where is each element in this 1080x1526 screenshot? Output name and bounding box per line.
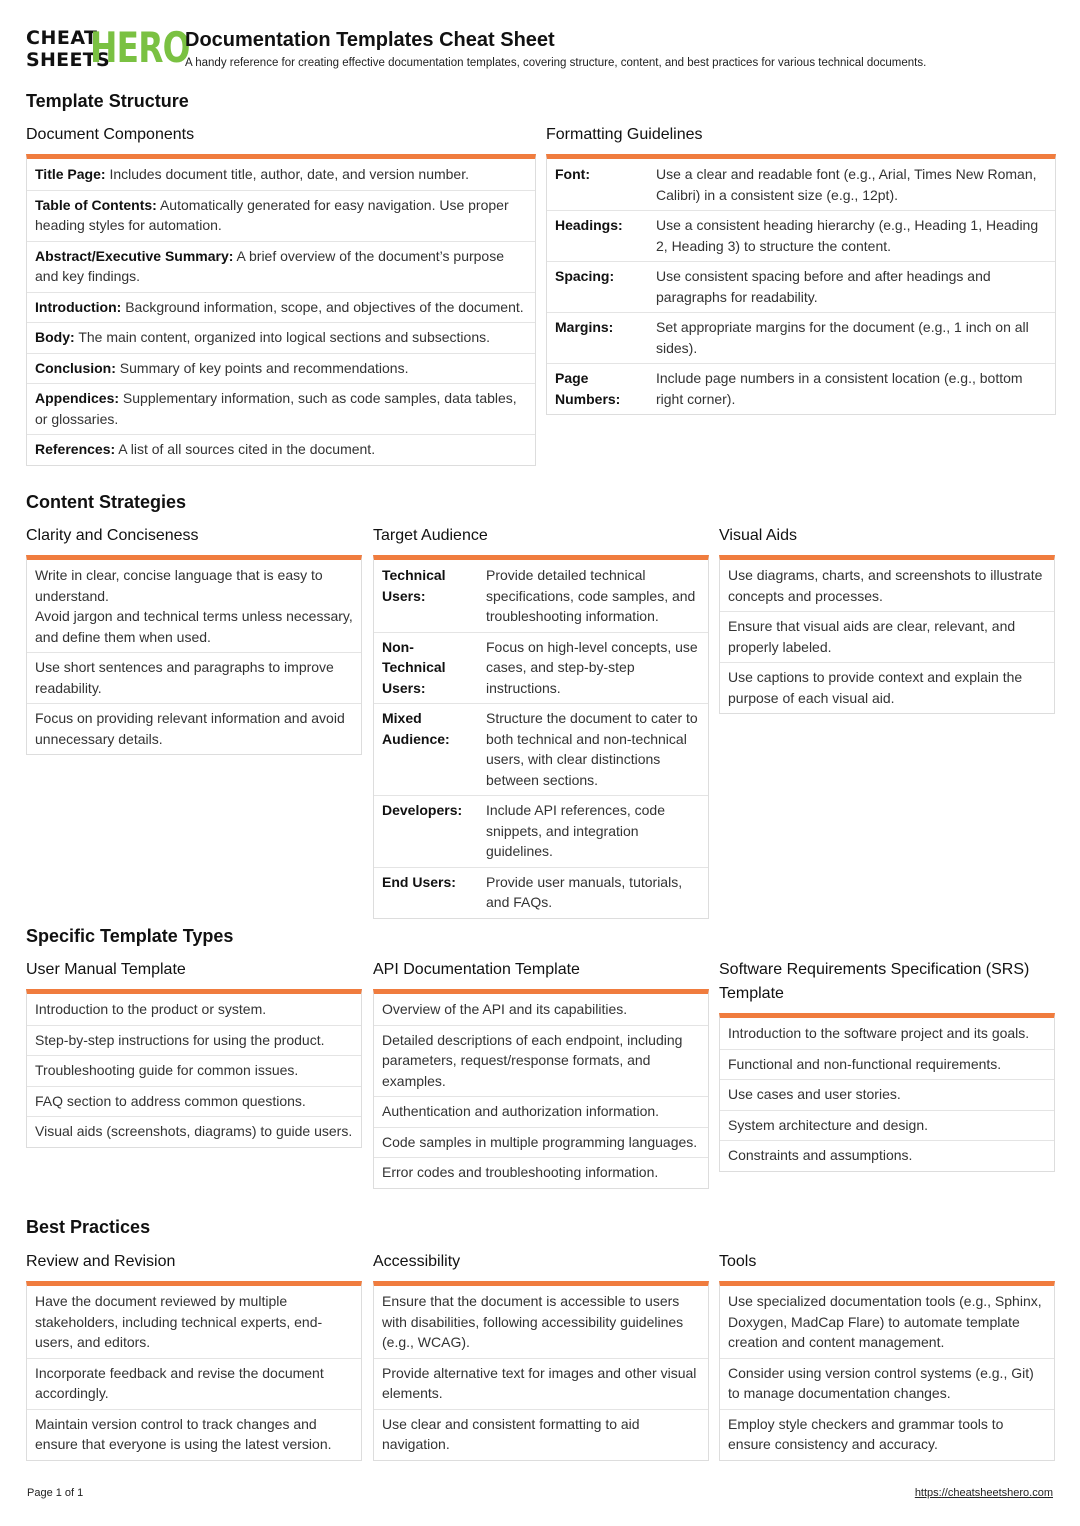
card-body <box>719 555 1055 714</box>
list-item: Appendices: Supplementary information, such as code samples, data tables, or glossaries. <box>27 384 535 435</box>
site-link[interactable]: https://cheatsheetshero.com <box>914 1487 1053 1499</box>
card-body <box>373 555 709 919</box>
list-item: Consider using version control systems (e.g., Git) to manage documentation changes. <box>720 1359 1054 1410</box>
list-item: Introduction: Background information, scope, and objectives of the document. <box>27 293 535 324</box>
card-formatting-guidelines <box>546 123 1056 415</box>
cheatsheetshero-logo[interactable] <box>26 23 190 72</box>
card-title: Target Audience <box>373 527 488 544</box>
list-item: Use short sentences and paragraphs to improve readability. <box>27 653 361 704</box>
page-title: Documentation Templates Cheat Sheet <box>185 29 555 51</box>
list-item: Have the document reviewed by multiple stakeholders, including technical experts, end-users, and editors. <box>27 1286 361 1359</box>
list-item: Authentication and authorization information. <box>374 1097 708 1128</box>
table-row: Margins: Set appropriate margins for the document (e.g., 1 inch on all sides). <box>547 313 1055 364</box>
card-title: Document Components <box>26 126 195 143</box>
list-item: Error codes and troubleshooting information. <box>382 1164 659 1180</box>
card-tools <box>719 1250 1055 1461</box>
card-clarity-conciseness <box>26 524 362 755</box>
card-document-components <box>26 123 536 466</box>
table-row: Font: Use a clear and readable font (e.g., Arial, Times New Roman, Calibri) in a consistent size (e.g., 12pt). <box>547 159 1055 211</box>
list-item: Detailed descriptions of each endpoint, including parameters, request/response formats, and examples. <box>374 1026 708 1098</box>
card-srs-template <box>719 958 1055 1172</box>
card-body <box>373 1281 709 1461</box>
card-title: Clarity and Conciseness <box>26 527 199 544</box>
list-item: Incorporate feedback and revise the document accordingly. <box>27 1359 361 1410</box>
card-title: Visual Aids <box>719 527 797 544</box>
page-subtitle: A handy reference for creating effective documentation templates, covering structure, content, and best practices for various technical documents. <box>185 57 927 69</box>
card-title: User Manual Template <box>26 961 186 978</box>
list-item: Body: The main content, organized into logical sections and subsections. <box>27 323 535 354</box>
list-item: Introduction to the product or system. <box>27 994 361 1026</box>
list-item: Employ style checkers and grammar tools to ensure consistency and accuracy. <box>728 1415 1004 1452</box>
card-body <box>26 154 536 466</box>
list-item: Use diagrams, charts, and screenshots to illustrate concepts and processes. <box>720 560 1054 612</box>
list-item: Step-by-step instructions for using the product. <box>27 1026 361 1057</box>
card-title: Accessibility <box>373 1253 461 1270</box>
card-body <box>26 989 362 1148</box>
section-best-practices: Best Practices <box>26 1217 151 1237</box>
card-target-audience <box>373 524 709 919</box>
table-row: Page Numbers: Include page numbers in a consistent location (e.g., bottom right corner). <box>555 370 1023 407</box>
list-item: Maintain version control to track changes and ensure that everyone is using the latest version. <box>35 1415 332 1452</box>
list-item: Conclusion: Summary of key points and recommendations. <box>27 354 535 385</box>
logo-sheets-text: SHEETS <box>26 49 110 71</box>
table-row: Headings: Use a consistent heading hierarchy (e.g., Heading 1, Heading 2, Heading 3) to structure the content. <box>547 211 1055 262</box>
section-content-strategies: Content Strategies <box>26 492 187 512</box>
card-body <box>719 1013 1055 1172</box>
list-item: Provide alternative text for images and other visual elements. <box>374 1359 708 1410</box>
table-row: End Users: Provide user manuals, tutorials, and FAQs. <box>382 873 683 910</box>
card-review-revision <box>26 1250 362 1461</box>
list-item: Introduction to the software project and its goals. <box>720 1018 1054 1050</box>
card-body <box>719 1281 1055 1461</box>
list-item: Table of Contents: Automatically generated for easy navigation. Use proper heading styles for automation. <box>27 191 535 242</box>
section-specific-template-types: Specific Template Types <box>26 926 234 946</box>
list-item: FAQ section to address common questions. <box>27 1087 361 1118</box>
list-item: Ensure that the document is accessible to users with disabilities, following accessibility guidelines (e.g., WCAG). <box>374 1286 708 1359</box>
table-row: Mixed Audience: Structure the document to cater to both technical and non-technical users, with clear distinctions between sections. <box>374 704 708 796</box>
card-body <box>26 1281 362 1461</box>
table-row: Spacing: Use consistent spacing before and after headings and paragraphs for readability. <box>547 262 1055 313</box>
card-api-documentation-template <box>373 958 709 1189</box>
table-row: Non-Technical Users: Focus on high-level concepts, use cases, and step-by-step instructions. <box>374 633 708 705</box>
card-body <box>373 989 709 1189</box>
card-title: Formatting Guidelines <box>546 126 703 143</box>
card-title: Software Requirements Specification (SRS) Template <box>719 961 1030 1002</box>
list-item: Use specialized documentation tools (e.g., Sphinx, Doxygen, MadCap Flare) to automate template creation and content management. <box>720 1286 1054 1359</box>
list-item: Abstract/Executive Summary: A brief overview of the document’s purpose and key findings. <box>27 242 535 293</box>
list-item: Use cases and user stories. <box>720 1080 1054 1111</box>
section-template-structure: Template Structure <box>26 91 189 111</box>
list-item: System architecture and design. <box>720 1111 1054 1142</box>
card-accessibility <box>373 1250 709 1461</box>
card-user-manual-template <box>26 958 362 1148</box>
logo-hero-text: HERO <box>90 23 190 72</box>
list-item: Visual aids (screenshots, diagrams) to guide users. <box>35 1123 353 1139</box>
card-body <box>546 154 1056 415</box>
table-row: Developers: Include API references, code snippets, and integration guidelines. <box>374 796 708 868</box>
list-item: Use clear and consistent formatting to aid navigation. <box>382 1415 640 1452</box>
list-item: Title Page: Includes document title, author, date, and version number. <box>27 159 535 191</box>
list-item: Use captions to provide context and explain the purpose of each visual aid. <box>728 669 1023 706</box>
list-item: Functional and non-functional requirements. <box>720 1050 1054 1081</box>
table-row: Technical Users: Provide detailed technical specifications, code samples, and troubleshooting information. <box>374 560 708 633</box>
list-item: References: A list of all sources cited in the document. <box>35 441 376 457</box>
card-body <box>26 555 362 755</box>
card-title: API Documentation Template <box>373 961 580 978</box>
card-title: Tools <box>719 1253 757 1270</box>
list-item: Ensure that visual aids are clear, relevant, and properly labeled. <box>720 612 1054 663</box>
list-item: Constraints and assumptions. <box>728 1147 913 1163</box>
logo-cheat-text: CHEAT <box>26 27 98 49</box>
list-item: Code samples in multiple programming languages. <box>374 1128 708 1159</box>
page-header <box>26 23 1056 76</box>
card-title: Review and Revision <box>26 1253 176 1270</box>
page-number: Page 1 of 1 <box>27 1487 84 1499</box>
list-item: Focus on providing relevant information and avoid unnecessary details. <box>35 710 345 747</box>
card-visual-aids <box>719 524 1055 714</box>
list-item: Write in clear, concise language that is easy to understand. Avoid jargon and technical terms unless necessary, and define them when used. <box>27 560 361 653</box>
list-item: Overview of the API and its capabilities. <box>374 994 708 1026</box>
list-item: Troubleshooting guide for common issues. <box>27 1056 361 1087</box>
